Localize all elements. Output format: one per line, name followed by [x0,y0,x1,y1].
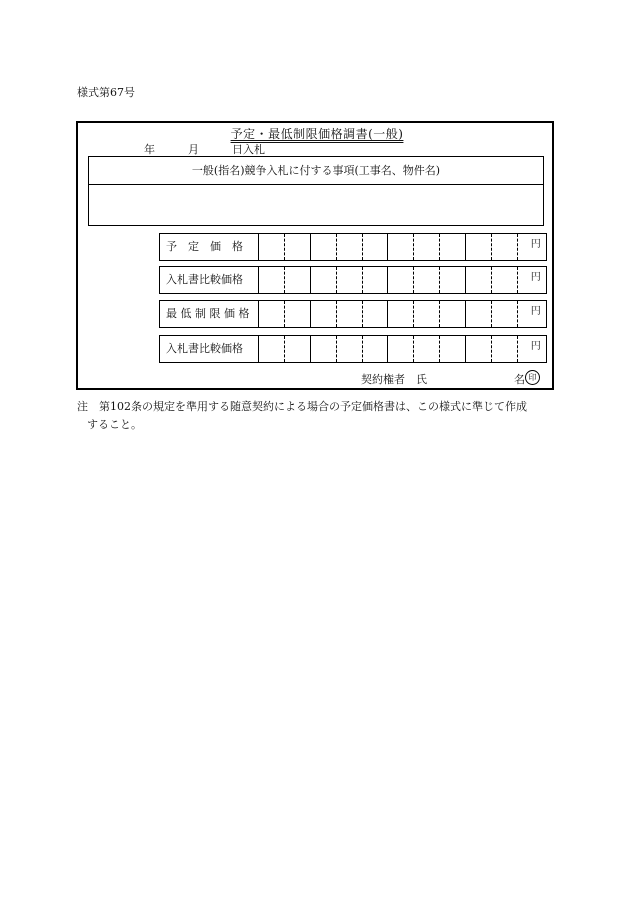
yen-unit: 円 [530,272,541,283]
digit-cell[interactable] [440,301,466,327]
price-row-label: 入札書比較価格 [160,336,259,362]
digit-cell[interactable] [414,336,440,362]
price-document-frame [76,121,554,390]
price-row [159,300,547,328]
price-row [159,266,547,294]
footnote-line-1: 第102条の規定を準用する随意契約による場合の予定価格書は、この様式に準じて作成 [99,400,527,413]
bid-matter-header: 一般(指名)競争入札に付する事項(工事名、物件名) [89,157,543,185]
digit-cell[interactable] [440,336,466,362]
footnote-mark: 注 [77,400,88,413]
digit-cell[interactable] [518,336,544,362]
digit-cell[interactable] [466,301,492,327]
digit-cell[interactable] [285,301,311,327]
price-row-label: 予 定 価 格 [160,234,259,260]
digit-cell[interactable] [285,234,311,260]
digit-cell[interactable] [259,336,285,362]
digit-cell[interactable] [466,234,492,260]
month-label: 月 [188,143,199,156]
contract-authority-label: 契約権者 [361,373,405,386]
digit-cell[interactable] [311,234,337,260]
digit-cell[interactable] [388,301,414,327]
digit-cell[interactable] [388,336,414,362]
document-title-text: 予定・最低制限価格調書(一般) [230,127,404,141]
digit-cell[interactable] [337,267,363,293]
digit-cell[interactable] [492,234,518,260]
digit-cell[interactable] [363,234,389,260]
digit-cell[interactable] [285,267,311,293]
digit-cell[interactable] [363,336,389,362]
digit-cell[interactable] [414,301,440,327]
yen-unit: 円 [530,306,541,317]
yen-unit: 円 [530,341,541,352]
footnote [77,398,557,434]
digit-cell[interactable] [414,267,440,293]
price-row-label: 入札書比較価格 [160,267,259,293]
digit-cell[interactable] [466,267,492,293]
signer-line [361,371,427,387]
digit-cell[interactable] [518,234,544,260]
yen-unit: 円 [530,239,541,250]
digit-cell[interactable] [259,234,285,260]
bid-matter-box [88,156,544,226]
price-row [159,335,547,363]
digit-cell[interactable] [492,336,518,362]
seal-mark: 印 [525,370,540,385]
digit-cell[interactable] [311,267,337,293]
digit-cell[interactable] [363,301,389,327]
digit-cell[interactable] [440,267,466,293]
digit-cell[interactable] [388,267,414,293]
digit-cell[interactable] [363,267,389,293]
digit-cell[interactable] [337,301,363,327]
form-number: 様式第67号 [77,86,135,99]
digit-cell[interactable] [518,267,544,293]
digit-cell[interactable] [518,301,544,327]
digit-cell[interactable] [337,234,363,260]
digit-cell[interactable] [492,267,518,293]
year-label: 年 [144,143,155,156]
bid-matter-value[interactable] [89,185,543,227]
digit-cell[interactable] [311,336,337,362]
day-bid-label: 日入札 [232,143,265,156]
digit-cell[interactable] [259,267,285,293]
surname-label: 氏 [416,373,427,386]
footnote-line-2: すること。 [87,418,142,431]
digit-cell[interactable] [311,301,337,327]
digit-cell[interactable] [440,234,466,260]
digit-cell[interactable] [466,336,492,362]
bid-date-line [144,141,265,157]
price-row [159,233,547,261]
price-row-label: 最 低 制 限 価 格 [160,301,259,327]
name-label: 名 [514,373,525,386]
digit-cell[interactable] [414,234,440,260]
digit-cell[interactable] [337,336,363,362]
digit-cell[interactable] [388,234,414,260]
document-title [78,125,556,142]
digit-cell[interactable] [285,336,311,362]
digit-cell[interactable] [259,301,285,327]
digit-cell[interactable] [492,301,518,327]
